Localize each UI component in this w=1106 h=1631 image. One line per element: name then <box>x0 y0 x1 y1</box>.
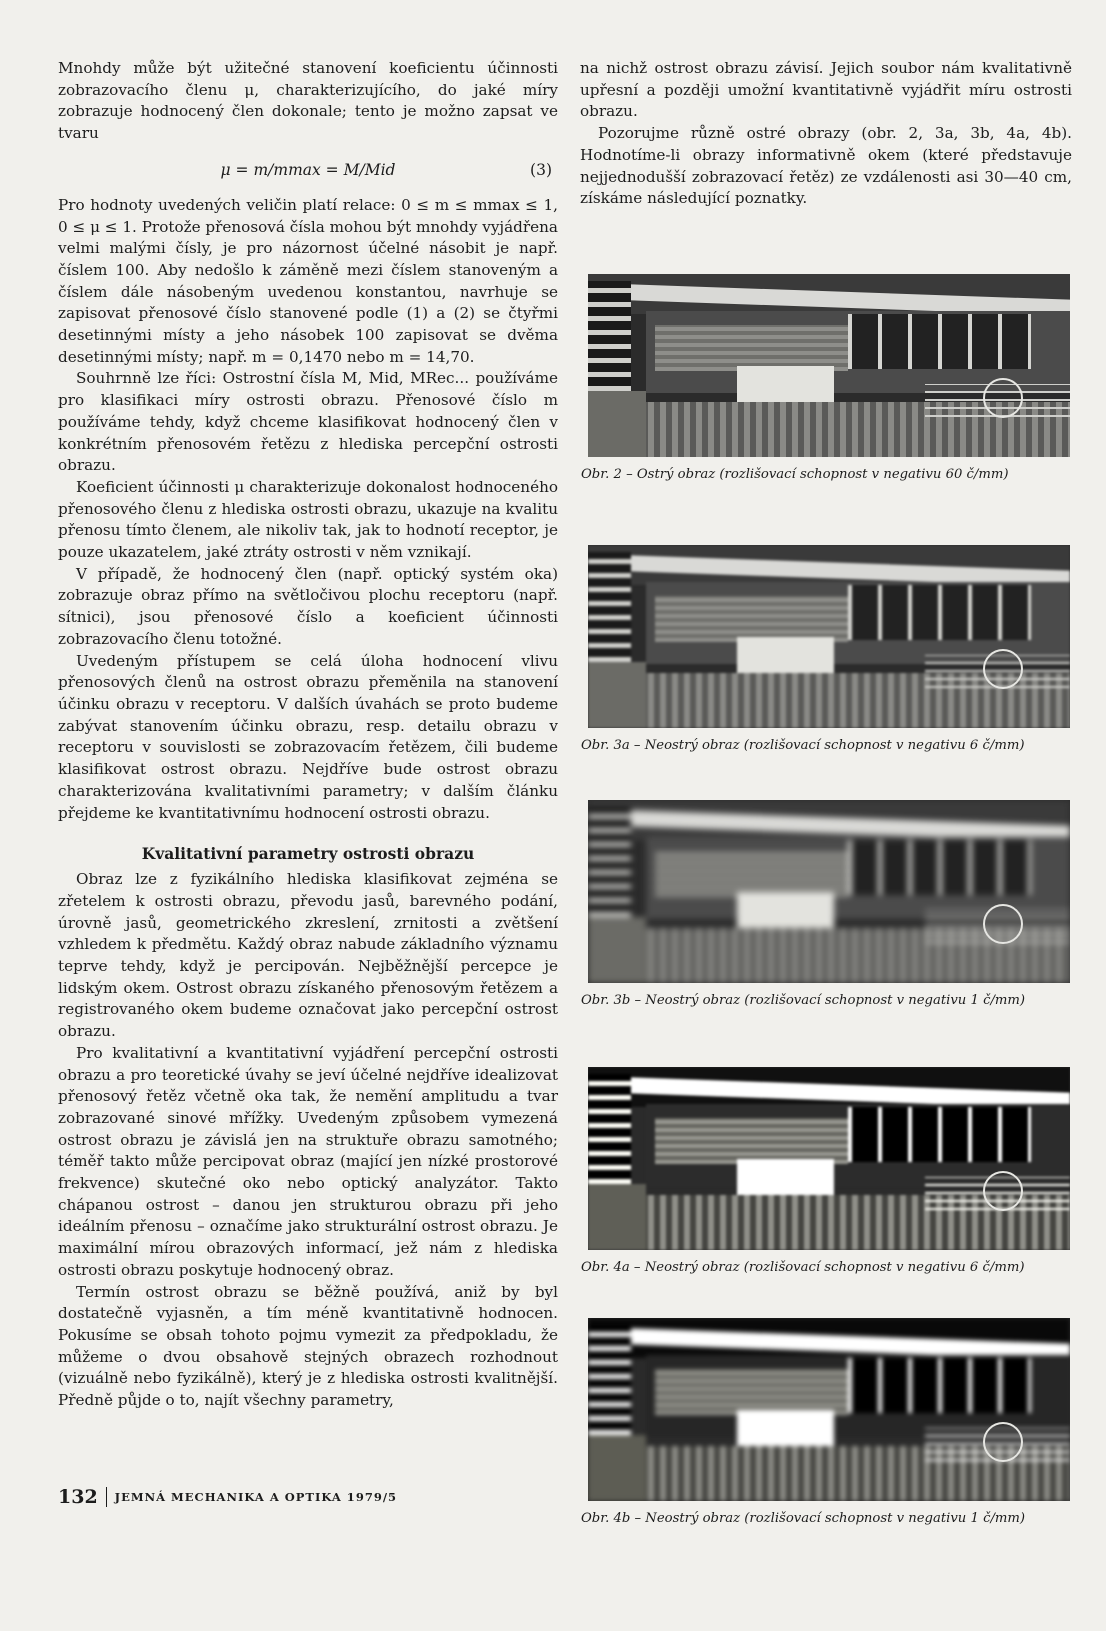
paragraph: na nichž ostrost obrazu závisí. Jejich soubor nám kvalitativně upřesní a později umožní kvantitativně vyjádřit míru ostrosti obrazu. <box>580 59 1072 121</box>
figure-photo <box>588 1067 1070 1250</box>
paragraph: Koeficient účinnosti μ charakterizuje dokonalost hodnoceného přenosového členu z hlediska ostrosti obrazu, ukazuje na kvalitu přenosu tímto členem, ale nikoliv tak, jak to hodnotí receptor, je pouze ukazatelem, jaké ztráty ostrosti v něm vznikají. <box>58 477 558 562</box>
paragraph: Obraz lze z fyzikálního hlediska klasifikovat zejména se zřetelem k ostrosti obrazu, převodu jasů, barevného podání, úrovně jasů, geometrického zkreslení, zrnitosti a zvětšení vzhledem k předmětu. Každý obraz nabude základního významu teprve tehdy, když je percipován. Nejběžnější percepce je lidským okem. Ostrost obrazu získaného přenosovým řetězem a registrovaného okem budeme označovat jako percepční ostrost obrazu. <box>58 870 558 1041</box>
journal-name: JEMNÁ MECHANIKA A OPTIKA 1979/5 <box>114 1490 398 1504</box>
paragraph: Uvedeným přístupem se celá úloha hodnocení vlivu přenosových členů na ostrost obrazu přeměnila na stanovení účinku obrazu v receptoru. V dalších úvahách se proto budeme zabývat stanovením účinku obrazu, resp. detailu obrazu v receptoru v souvislosti se zobrazovacím řetězem, čili budeme klasifikovat ostrost obrazu. Nejdříve bude ostrost obrazu charakterizována kvalitativními parametry; v dalším článku přejdeme ke kvantitativnímu hodnocení ostrosti obrazu. <box>58 651 558 822</box>
paragraph: Souhrnně lze říci: Ostrostní čísla M, Mid, MRec... používáme pro klasifikaci míry ostrosti obrazu. Přenosové číslo m používáme tehdy, když chceme klasifikovat hodnocený člen v konkrétním přenosovém řetězu z hlediska percepční ostrosti obrazu. <box>58 369 558 475</box>
figure-4b <box>580 1318 1072 1526</box>
paragraph: Mnohdy může být užitečné stanovení koeficientu účinnosti zobrazovacího členu μ, charakterizujícího, do jaké míry zobrazuje hodnocený člen dokonale; tento je možno zapsat ve tvaru <box>58 59 558 143</box>
equation-number: (3) <box>530 160 552 179</box>
paragraph: Termín ostrost obrazu se běžně používá, aniž by byl dostatečně vyjasněn, a tím méně kvantitativně hodnocen. Pokusíme se obsah tohoto pojmu vymezit za předpokladu, že můžeme o dvou obsahově stejných obrazech rozhodnout (vizuálně nebo fyzikálně), který je z hlediska ostrosti kvalitnější. Předně půjde o to, najít všechny parametry, <box>58 1282 558 1410</box>
figure-caption: Obr. 4b – Neostrý obraz (rozlišovací schopnost v negativu 1 č/mm) <box>581 1511 1026 1526</box>
figure-caption: Obr. 3b – Neostrý obraz (rozlišovací schopnost v negativu 1 č/mm) <box>581 993 1026 1008</box>
footer-divider <box>106 1487 107 1507</box>
equation-text: μ = m/mmax = M/Mid <box>220 160 396 179</box>
figure-caption: Obr. 4a – Neostrý obraz (rozlišovací schopnost v negativu 6 č/mm) <box>581 1260 1025 1275</box>
left-column <box>58 58 558 1412</box>
figure-3a <box>580 545 1072 753</box>
paragraph: Pro kvalitativní a kvantitativní vyjádření percepční ostrosti obrazu a pro teoretické úvahy se jeví účelné nejdříve idealizovat přenosový řetěz včetně oka tak, že nemění amplitudu a tvar zobrazované sinové mřížky. Uvedeným způsobem vymezená ostrost obrazu je závislá jen na struktuře obrazu samotného; téměř takto může percipovat obraz (mající jen nízké prostorové frekvence) skutečné oko nebo optický analyzátor. Takto chápanou ostrost – danou jen strukturou obrazu při jeho ideálním přenosu – označíme jako strukturální ostrost obrazu. Je maximální mírou obrazových informací, jež nám z hlediska ostrosti obrazu poskytuje hodnocený obraz. <box>58 1043 558 1279</box>
paragraph: Pro hodnoty uvedených veličin platí relace: 0 ≤ m ≤ mmax ≤ 1, 0 ≤ μ ≤ 1. Protože přenosová čísla mohou být mnohdy vyjádřena velmi malými čísly, je pro názornost účelné násobit je např. číslem 100. Aby nedošlo k záměně mezi číslem stanoveným a číslem dále násobeným uvedenou konstantou, navrhuje se zapisovat přenosové číslo stanovené podle (1) a (2) se čtyřmi desetinnými místy a jeho násobek 100 zapisovat se dvěma desetinnými místy; např. m = 0,1470 nebo m = 14,70. <box>58 195 558 366</box>
page-footer <box>58 1486 397 1508</box>
section-heading: Kvalitativní parametry ostrosti obrazu <box>141 844 475 864</box>
right-column <box>580 58 1072 210</box>
figure-photo <box>588 800 1070 983</box>
page-number: 132 <box>58 1486 98 1508</box>
figure-2 <box>580 274 1072 482</box>
paragraph: V případě, že hodnocený člen (např. optický systém oka) zobrazuje obraz přímo na světločivou plochu receptoru (např. sítnici), jsou přenosové číslo a koeficient účinnosti zobrazovacího členu totožné. <box>58 564 558 648</box>
figure-4a <box>580 1067 1072 1275</box>
figure-caption: Obr. 2 – Ostrý obraz (rozlišovací schopnost v negativu 60 č/mm) <box>581 467 1009 482</box>
equation-3 <box>58 159 558 181</box>
figure-photo <box>588 1318 1070 1501</box>
figure-photo <box>588 274 1070 457</box>
figure-caption: Obr. 3a – Neostrý obraz (rozlišovací schopnost v negativu 6 č/mm) <box>581 738 1025 753</box>
figure-photo <box>588 545 1070 728</box>
figure-3b <box>580 800 1072 1008</box>
paragraph: Pozorujme různě ostré obrazy (obr. 2, 3a, 3b, 4a, 4b). Hodnotíme-li obrazy informativně okem (které představuje nejjednodušší zobrazovací řetěz) ze vzdálenosti asi 30—40 cm, získáme následující poznatky. <box>580 124 1072 208</box>
